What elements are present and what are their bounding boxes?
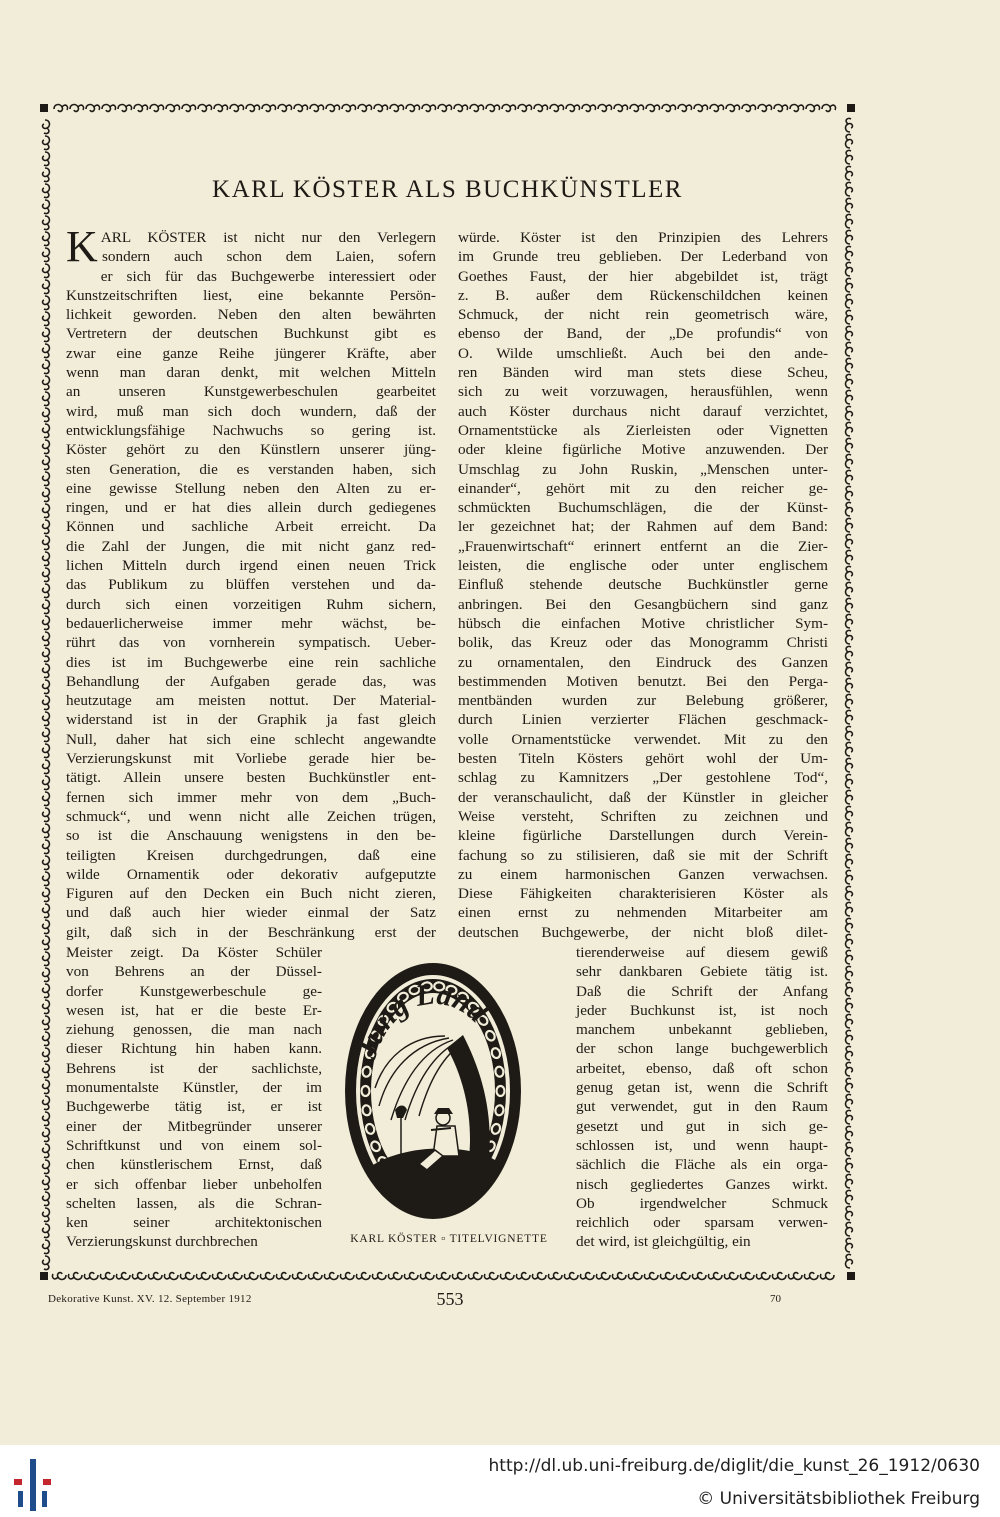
right-column-line: im Grunde treu geblieben. Der Lederband von <box>458 248 828 266</box>
left-column-line: er sich für das Buchgewerbe interessiert oder <box>100 267 436 285</box>
right-wrap-line: tierenderweise auf diesem gewiß <box>576 944 828 961</box>
left-column-line: lichen Mitteln durch irgend einen neuen Trick <box>66 557 436 575</box>
right-wrap-line: Ob irgendwelcher Schmuck <box>576 1194 828 1212</box>
left-column-line: Kunstzeitschriften liest, eine bekannte Persön- <box>66 286 436 304</box>
left-column-line: wilde Ornamentik oder dekorativ aufgeputzte <box>66 865 436 883</box>
right-column-line: „Frauenwirtschaft“ erinnert entfernt an die Zier- <box>458 537 828 555</box>
right-column-line: sich zu weit vorzuwagen, herausfühlen, wenn <box>458 383 828 401</box>
left-column-line: dies ist im Buchgewerbe eine rein sachliche <box>66 653 436 671</box>
left-column-line: schmuck“, und wenn nicht alle Zeichen trügen, <box>66 807 436 825</box>
first-word-smallcaps: ARL KÖSTER <box>100 229 207 246</box>
right-wrap-line: sächlich die Fläche als ein orga- <box>576 1156 828 1174</box>
right-wrap-line: schlossen ist, und wenn haupt- <box>576 1136 828 1154</box>
right-column-line: bestimmenden Motiven benutzt. Bei den Perga- <box>458 672 828 690</box>
right-column-line: z. B. außer dem Rückenschildchen keinen <box>458 286 828 304</box>
left-column-line: die Zahl der Jungen, die mit nicht ganz red- <box>66 537 436 555</box>
left-column-line: Null, daher hat sich eine schlecht angewandte <box>66 730 436 748</box>
left-column-line: das Publikum zu blüffen verstehen und da- <box>66 576 436 594</box>
left-column-line: lichkeit geworden. Neben den alten bewährten <box>66 306 436 324</box>
left-column-line: und daß auch hier wieder einmal der Satz <box>66 904 436 922</box>
right-column-line: durch Linien verzierter Flächen geschmack- <box>458 711 828 729</box>
left-column-line: heutzutage am meisten nottut. Der Material- <box>66 692 436 710</box>
left-wrap-line: Buchgewerbe tätig ist, er ist <box>66 1098 322 1116</box>
right-column-line: ren Bänden wird man stets diese Scheu, <box>458 364 828 382</box>
left-column-line: sondern auch schon dem Laien, sofern <box>102 248 436 266</box>
right-wrap-line: der schon lange buchgewerblich <box>576 1040 828 1058</box>
right-column-line: Umschlag zu John Ruskin, „Menschen unter- <box>458 460 828 478</box>
left-column-line: wenn man daran denkt, mit welchen Mitteln <box>66 364 436 382</box>
left-column-line: rührt das von vornherein sympatisch. Ueber- <box>66 634 436 652</box>
left-column-line: Können und sachliche Arbeit erreicht. Da <box>66 518 436 536</box>
right-column-line: Diese Fähigkeiten charakterisieren Köster als <box>458 885 828 903</box>
right-wrap-line: Daß die Schrift der Anfang <box>576 982 828 1000</box>
left-column-line: durch sich einen vorzeitigen Ruhm sichern, <box>66 595 436 613</box>
left-wrap-line: Verzierungskunst durchbrechen <box>66 1233 258 1251</box>
right-column-line: Schmuck, der nicht rein geometrisch wäre, <box>458 306 828 324</box>
left-column-line: wird, muß man sich doch wundern, daß der <box>66 402 436 420</box>
right-column-line: hübsch die einfachen Motive christlicher Sym- <box>458 614 828 632</box>
left-column-line: gilt, daß sich in der Beschränkung erst der <box>66 923 436 941</box>
left-column-line: ringen, und er hat dies allein durch gediegenes <box>66 499 436 517</box>
right-wrap-line: gesetzt und gut in sich ge- <box>576 1117 828 1135</box>
left-column-line: an unseren Kunstgewerbeschulen gearbeitet <box>66 383 436 401</box>
right-column-line: kleine figürliche Darstellungen durch Verein- <box>458 827 828 845</box>
right-wrap-line: reichlich oder sparsam verwen- <box>576 1214 828 1232</box>
left-column-line: zwar eine ganze Reihe jüngerer Kräfte, aber <box>66 344 436 362</box>
right-column-line: zu einem harmonischen Ganzen verwachsen. <box>458 865 828 883</box>
left-wrap-text <box>66 943 322 1252</box>
vignette-lettering: Jung Land <box>349 977 495 1063</box>
right-column-lines <box>458 228 828 942</box>
right-column-line: einen ernst zu nehmenden Mitarbeiter am <box>458 904 828 922</box>
article-title: KARL KÖSTER ALS BUCHKÜNSTLER <box>212 176 683 203</box>
sheet-number: 70 <box>770 1293 781 1305</box>
left-column-line: entwicklungsfähige Nachwuchs so gering ist. <box>66 421 436 439</box>
left-wrap-line: er sich offenbar lieber unbeholfen <box>66 1175 322 1193</box>
ub-freiburg-logo-icon <box>14 1459 54 1511</box>
right-column-line: ler gezeichnet hat; der Rahmen auf dem Band: <box>458 518 828 536</box>
left-column-line: Köster gehört zu den Künstlern unserer jüng- <box>66 441 436 459</box>
left-wrap-line: dorfer Kunstgewerbeschule ge- <box>66 982 322 1000</box>
right-wrap-line: nisch gegliedertes Ganzes wirkt. <box>576 1175 828 1193</box>
right-column-line: schlag zu Kamnitzers „Der gestohlene Tod“, <box>458 769 828 787</box>
vignette-caption: KARL KÖSTER ▫ TITELVIGNETTE <box>350 1233 548 1245</box>
left-column <box>66 222 436 942</box>
page-number: 553 <box>436 1289 464 1309</box>
right-column-line: oder kleine figürliche Motive anzuwenden. Der <box>458 441 828 459</box>
left-column-line: Vertretern der deutschen Buchkunst gibt es <box>66 325 436 343</box>
right-wrap-line: genug getan ist, wenn die Schrift <box>576 1079 828 1097</box>
right-column-line: Goethes Faust, der hier abgebildet ist, trägt <box>458 267 828 285</box>
left-wrap-line: monumentalste Künstler, der im <box>66 1079 322 1097</box>
left-wrap-line: ziehung genossen, die man nach <box>66 1021 322 1039</box>
right-column-line: auch Köster durchaus nicht darauf verzichtet, <box>458 402 828 420</box>
left-column-line: teiligten Kreisen durchgedrungen, daß eine <box>66 846 436 864</box>
right-wrap-line: gut verwendet, gut in den Raum <box>576 1098 828 1116</box>
right-wrap-line: jeder Buchkunst ist, ist noch <box>576 1001 828 1019</box>
left-column-line: ist nicht nur den Verlegern <box>206 229 436 246</box>
copyright-notice: © Universitätsbibliothek Freiburg <box>697 1489 980 1509</box>
left-wrap-line: schelten lassen, als die Schran- <box>66 1194 322 1212</box>
left-column-line: fernen sich immer mehr von dem „Buch- <box>66 788 436 806</box>
left-column-lines <box>66 247 436 942</box>
right-column-line: schmückten Buchumschlägen, die der Künst- <box>458 499 828 517</box>
right-wrap-line: det wird, ist gleichgültig, ein <box>576 1233 751 1251</box>
right-wrap-line: sehr dankbaren Gebiete tätig ist. <box>576 963 828 981</box>
right-column-line: fachung so zu stilisieren, daß sie mit der Schrift <box>458 846 828 864</box>
right-column-line: Weise versteht, Schriften zu zeichnen und <box>458 807 828 825</box>
right-column-line: einander“, gehört mit zu den reicher ge- <box>458 479 828 497</box>
right-wrap-line: arbeitet, ebenso, daß oft schon <box>576 1059 828 1077</box>
right-wrap-text <box>576 943 828 1252</box>
left-column-line: Verzierungskunst mit Vorliebe gerade hier be- <box>66 750 436 768</box>
right-column-line: würde. Köster ist den Prinzipien des Lehrers <box>458 229 828 246</box>
right-column-line: ebenso der Band, der „De profundis“ von <box>458 325 828 343</box>
right-wrap-line: manchem unbekannt geblieben, <box>576 1021 828 1039</box>
right-column-line: bolik, das Kreuz oder das Monogramm Christi <box>458 634 828 652</box>
left-wrap-line: Meister zeigt. Da Köster Schüler <box>66 944 322 961</box>
right-column-line: volle Ornamentstücke verwendet. Mit zu den <box>458 730 828 748</box>
left-wrap-line: von Behrens an der Düssel- <box>66 963 322 981</box>
left-column-line: eine gewisse Stellung neben den Alten zu er- <box>66 479 436 497</box>
left-wrap-line: einer der Mitbegründer unserer <box>66 1117 322 1135</box>
left-column-line: bedauerlicherweise immer mehr wächst, be- <box>66 614 436 632</box>
left-wrap-line: wesen ist, hat er die beste Er- <box>66 1001 322 1019</box>
right-column-line: anbringen. Bei den Gesangbüchern sind ganz <box>458 595 828 613</box>
right-column-line: Einfluß stehende deutsche Buchkünstler gerne <box>458 576 828 594</box>
right-column-line: mentbänden wurden zur Belebung größerer, <box>458 692 828 710</box>
document-url[interactable]: http://dl.ub.uni-freiburg.de/diglit/die_kunst_26_1912/0630 <box>488 1456 980 1476</box>
left-wrap-line: Behrens ist der sachlichste, <box>66 1059 322 1077</box>
left-wrap-line: chen künstlerischem Ernst, daß <box>66 1156 322 1174</box>
right-column <box>458 228 828 942</box>
left-column-line: sten Generation, die es verstanden haben, sich <box>66 460 436 478</box>
right-column-line: O. Wilde umschließt. Auch bei den ande- <box>458 344 828 362</box>
left-wrap-line: Schriftkunst und von einem sol- <box>66 1136 322 1154</box>
drop-cap: K <box>66 222 98 271</box>
journal-reference: Dekorative Kunst. XV. 12. September 1912 <box>48 1293 252 1305</box>
right-column-line: deutschen Buchgewerbe, der nicht bloß dilet- <box>458 923 828 941</box>
title-vignette <box>343 960 523 1222</box>
right-column-line: leisten, die englische oder unter englischem <box>458 557 828 575</box>
right-column-line: zu ornamentalen, den Eindruck des Ganzen <box>458 653 828 671</box>
left-column-line: Behandlung der Aufgaben gerade das, was <box>66 672 436 690</box>
left-wrap-line: ken seiner architektonischen <box>66 1214 322 1232</box>
left-column-line: Figuren auf den Decken ein Buch nicht zieren, <box>66 885 436 903</box>
left-column-line: so ist die Anschauung wenigstens in den be- <box>66 827 436 845</box>
left-wrap-line: dieser Richtung hin haben kann. <box>66 1040 322 1058</box>
right-column-line: besten Titeln Kösters gehört wohl der Um- <box>458 750 828 768</box>
left-column-line: tätigt. Allein unsere besten Buchkünstler ent- <box>66 769 436 787</box>
right-column-line: der veranschaulicht, daß der Künstler in gleicher <box>458 788 828 806</box>
left-column-line: widerstand ist in der Graphik ja fast gleich <box>66 711 436 729</box>
right-column-line: Ornamentstücke als Zierleisten oder Vignetten <box>458 421 828 439</box>
